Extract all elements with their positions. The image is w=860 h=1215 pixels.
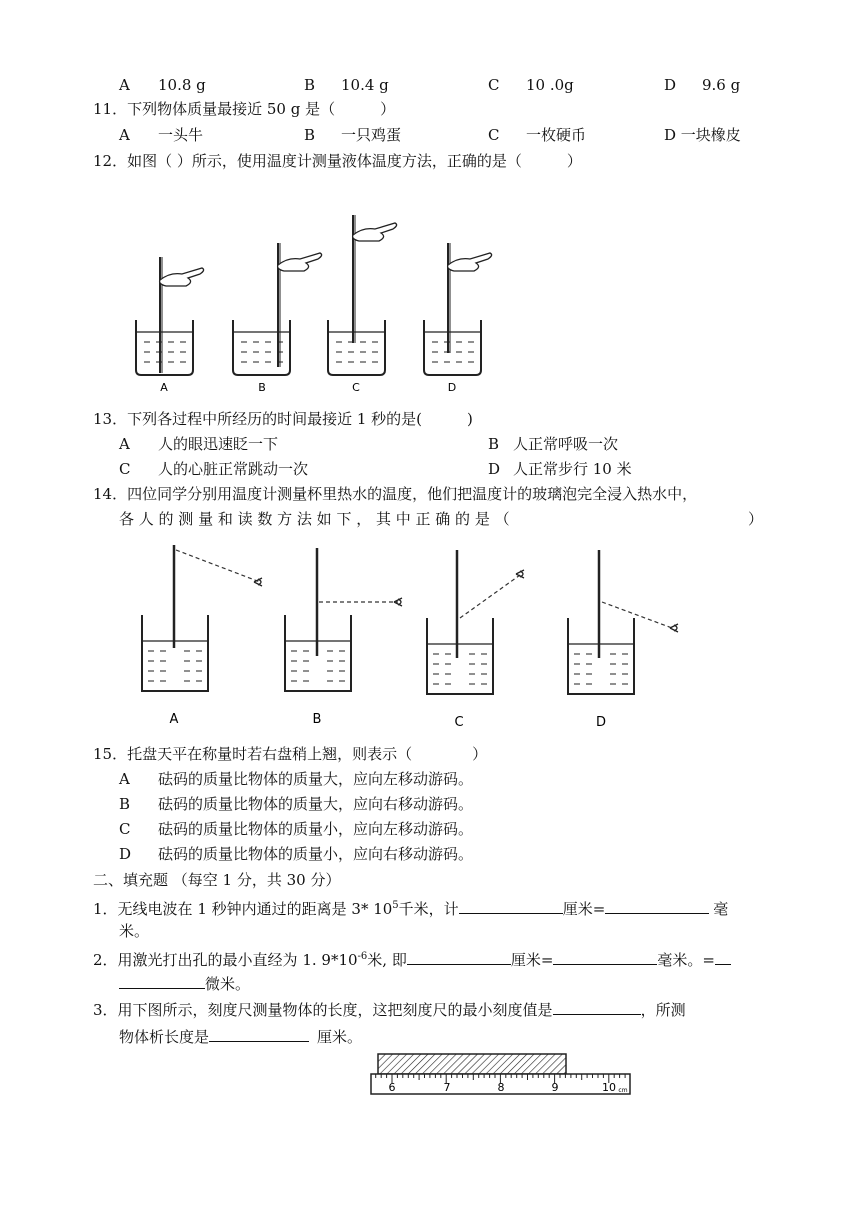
q14-label-b: B	[312, 712, 322, 727]
q12-label-d: D	[447, 381, 457, 394]
q14-stem-line2-end: ）	[748, 510, 764, 528]
q11-option-b-key: B	[304, 126, 316, 144]
q15-option-c: 砝码的质量比物体的质量小，应向左移动游码。	[158, 820, 474, 838]
q13-option-b-key: B	[488, 435, 500, 453]
q11-stem: 11．下列物体质量最接近 50 g 是（ ）	[93, 100, 396, 118]
q13-option-c: 人的心脏正常跳动一次	[158, 460, 309, 478]
section-title: 二、填充题 （每空 1 分，共 30 分）	[93, 871, 341, 889]
fill-3-text-d: 厘米。	[317, 1028, 363, 1046]
q13-option-a: 人的眼迅速眨一下	[158, 435, 279, 453]
measured-object	[378, 1054, 566, 1074]
fill-1-blank-1[interactable]	[459, 897, 563, 914]
fill-2-text-c: 厘米=	[510, 951, 554, 969]
ruler-label-7: 7	[443, 1081, 451, 1094]
ruler-label-9: 9	[551, 1081, 559, 1094]
q15-option-b: 砝码的质量比物体的质量大，应向右移动游码。	[158, 795, 474, 813]
fill-1-exponent: 5	[392, 900, 399, 911]
q15-option-a: 砝码的质量比物体的质量大，应向左移动游码。	[158, 770, 474, 788]
q14-figure	[130, 540, 690, 740]
q10-option-b-key: B	[304, 76, 316, 94]
fill-3-line2	[119, 1025, 362, 1047]
fill-1-line2: 米。	[119, 922, 150, 940]
q12-beaker-c	[328, 215, 397, 375]
fill-3-text-c: 物体析长度是	[119, 1028, 210, 1046]
q13-option-b: 人正常呼吸一次	[513, 435, 619, 453]
q13-option-d: 人正常步行 10 米	[513, 460, 632, 478]
q14-label-a: A	[169, 712, 179, 727]
fill-1-line1	[93, 896, 728, 919]
q11-option-a-key: A	[119, 126, 130, 144]
q11-option-c: 一枚硬币	[526, 126, 587, 144]
fill-2-blank-3a[interactable]	[715, 948, 731, 965]
fill-2-text-a: 用激光打出孔的最小直经为 1. 9*10	[117, 951, 358, 969]
ruler-label-10: 10	[602, 1081, 616, 1094]
fill-2-line2	[119, 972, 250, 994]
q12-beaker-d	[424, 243, 492, 375]
q11-option-d: D 一块橡皮	[664, 126, 741, 144]
fill-3-number: 3．	[93, 1001, 118, 1019]
q13-stem: 13．下列各过程中所经历的时间最接近 1 秒的是( )	[93, 410, 473, 428]
q15-option-a-key: A	[119, 770, 130, 788]
q12-label-a: A	[160, 381, 168, 394]
ruler-figure	[368, 1050, 633, 1098]
fill-3-blank-2[interactable]	[209, 1025, 309, 1042]
q14-stem-line1: 14．四位同学分别用温度计测量杯里热水的温度，他们把温度计的玻璃泡完全浸入热水中，	[93, 485, 698, 503]
q14-beaker-c	[427, 550, 524, 694]
q11-option-c-key: C	[488, 126, 500, 144]
q15-stem: 15．托盘天平在称量时若右盘稍上翘，则表示（ ）	[93, 745, 488, 763]
q12-stem: 12．如图（ ）所示，使用温度计测量液体温度方法，正确的是（ ）	[93, 152, 582, 170]
fill-1-text-d: 毫	[713, 900, 729, 918]
fill-1-blank-2[interactable]	[605, 897, 709, 914]
q15-option-c-key: C	[119, 820, 131, 838]
q10-option-a-key: A	[119, 76, 130, 94]
fill-2-blank-1[interactable]	[407, 948, 511, 965]
q10-option-c: 10 .0g	[526, 76, 574, 94]
fill-3-line1	[93, 998, 686, 1020]
q14-label-c: C	[454, 715, 464, 730]
fill-1-text-a: 无线电波在 1 秒钟内通过的距离是 3* 10	[117, 900, 393, 918]
q10-option-d-key: D	[664, 76, 677, 94]
q12-figure	[120, 195, 520, 395]
q13-option-a-key: A	[119, 435, 130, 453]
fill-2-blank-2[interactable]	[553, 948, 657, 965]
ruler-label-8: 8	[497, 1081, 505, 1094]
fill-2-text-e: 微米。	[205, 975, 251, 993]
q11-option-a: 一头牛	[158, 126, 204, 144]
fill-2-exponent: -6	[357, 951, 368, 962]
q13-option-d-key: D	[488, 460, 501, 478]
q12-label-c: C	[352, 381, 360, 394]
fill-2-text-b: 米, 即	[367, 951, 407, 969]
q13-option-c-key: C	[119, 460, 131, 478]
ruler-unit-label: cm	[618, 1087, 628, 1094]
q14-stem-line2: 各 人 的 测 量 和 读 数 方 法 如 下 ， 其 中 正 确 的 是 （	[119, 510, 510, 528]
ruler-label-6: 6	[388, 1081, 396, 1094]
fill-2-text-d: 毫米。=	[657, 951, 715, 969]
fill-1-text-c: 厘米=	[562, 900, 606, 918]
fill-2-blank-3b[interactable]	[119, 972, 205, 989]
fill-2-number: 2．	[93, 951, 118, 969]
fill-1-text-b: 千米，计	[398, 900, 459, 918]
q10-option-d: 9.6 g	[702, 76, 741, 94]
q12-beaker-b	[233, 243, 322, 375]
q11-option-b: 一只鸡蛋	[341, 126, 402, 144]
fill-2-line1	[93, 947, 731, 970]
q10-option-c-key: C	[488, 76, 500, 94]
fill-3-text-b: ，所测	[640, 1001, 686, 1019]
q15-option-b-key: B	[119, 795, 131, 813]
q14-beaker-a	[142, 545, 262, 691]
q14-beaker-b	[285, 548, 402, 691]
q10-option-a: 10.8 g	[158, 76, 206, 94]
q15-option-d: 砝码的质量比物体的质量小，应向右移动游码。	[158, 845, 474, 863]
fill-1-number: 1．	[93, 900, 118, 918]
q15-option-d-key: D	[119, 845, 132, 863]
fill-3-text-a: 用下图所示，刻度尺测量物体的长度，这把刻度尺的最小刻度值是	[117, 1001, 553, 1019]
fill-3-blank-1[interactable]	[553, 998, 641, 1015]
q10-option-b: 10.4 g	[341, 76, 389, 94]
q12-label-b: B	[258, 381, 266, 394]
q14-label-d: D	[595, 715, 607, 730]
q14-beaker-d	[568, 550, 678, 694]
q12-beaker-a	[136, 257, 204, 375]
